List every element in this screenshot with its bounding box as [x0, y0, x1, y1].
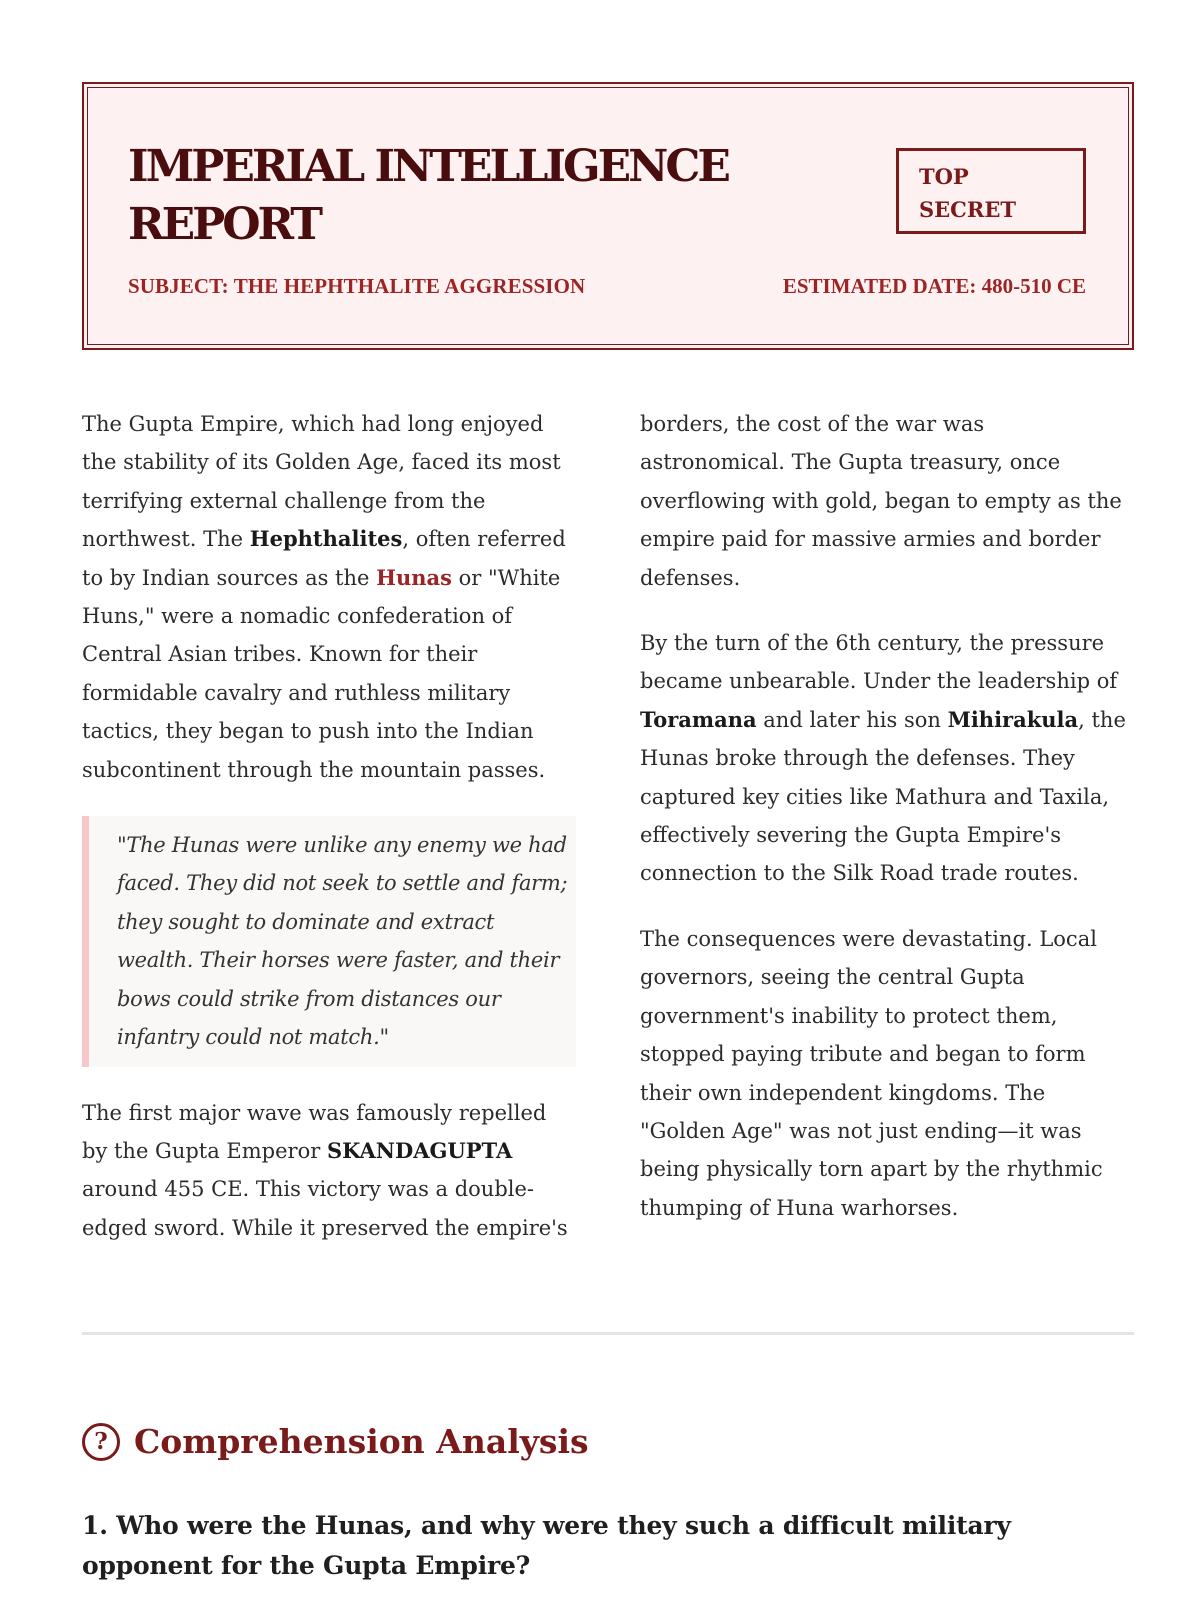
comprehension-heading: [82, 1422, 589, 1461]
text: The first major wave was famously repelled by the Gupta Emperor: [82, 1100, 547, 1163]
question-circle-icon: ?: [82, 1423, 120, 1461]
report-subject: SUBJECT: THE HEPHTHALITE AGGRESSION: [128, 274, 586, 298]
report-header-inner-border: [87, 87, 1129, 345]
term-toramana: Toramana: [640, 706, 757, 732]
term-skandagupta: SKANDAGUPTA: [326, 1137, 513, 1163]
historical-quote: "The Hunas were unlike any enemy we had faced. They did not seek to settle and farm; they sought to dominate and extract wealth. Their horses were faster, and their bows could strike from distances our infantry could not match.": [82, 816, 576, 1066]
text: The Gupta Empire, which had long enjoyed the stability of its Golden Age, faced its most terrifying external challenge from the northwest. The: [82, 412, 561, 552]
stamp-line-top: TOP: [919, 164, 969, 189]
term-hephthalites: Hephthalites: [249, 526, 403, 552]
text: , the Hunas broke through the defenses. They captured key cities like Mathura and Taxila, effectively severing the Gupta Empire's connection to the Silk Road trade routes.: [640, 707, 1126, 886]
term-mihirakula: Mihirakula: [947, 706, 1079, 732]
text: around 455 CE. This victory was a double-edged sword. While it preserved the empire's borders, the cost of the war was astronomical. The Gupta treasury, once overflowing with gold, began to empty as the empire paid for massive armies and border defenses.: [82, 412, 1122, 1240]
text: or "White Huns," were a nomadic confederation of Central Asian tribes. Known for their formidable cavalry and ruthless military tactics, they began to push into the Indian subcontinent through the mountain passes.: [82, 565, 561, 782]
stamp-line-secret: SECRET: [919, 197, 1016, 222]
report-article: [82, 405, 1134, 1251]
report-estimated-date: ESTIMATED DATE: 480-510 CE: [782, 274, 1086, 298]
text: , often referred to by Indian sources as the: [82, 527, 566, 590]
text: By the turn of the 6th century, the pressure became unbearable. Under the leadership of: [640, 631, 1118, 694]
report-header: [82, 82, 1134, 350]
comprehension-question-1: 1. Who were the Hunas, and why were they such a difficult military opponent for the Gupta Empire?: [82, 1511, 1011, 1580]
article-paragraph-4: The consequences were devastating. Local governors, seeing the central Gupta government's inability to protect them, stopped paying tribute and began to form their own independent kingdoms. The "Golden Age" was not just ending—it was being physically torn apart by the rhythmic thumping of Huna warhorses.: [640, 926, 1103, 1220]
text: and later his son: [756, 707, 948, 732]
term-hunas: Hunas: [376, 564, 452, 590]
article-paragraph-1: [82, 405, 576, 789]
top-secret-stamp: [896, 148, 1086, 234]
comprehension-heading-text: Comprehension Analysis: [134, 1422, 589, 1461]
article-paragraph-3: [640, 624, 1134, 893]
report-page: [82, 82, 1134, 1580]
report-title: IMPERIAL INTELLIGENCE REPORT: [128, 141, 728, 250]
section-divider: [82, 1332, 1134, 1335]
